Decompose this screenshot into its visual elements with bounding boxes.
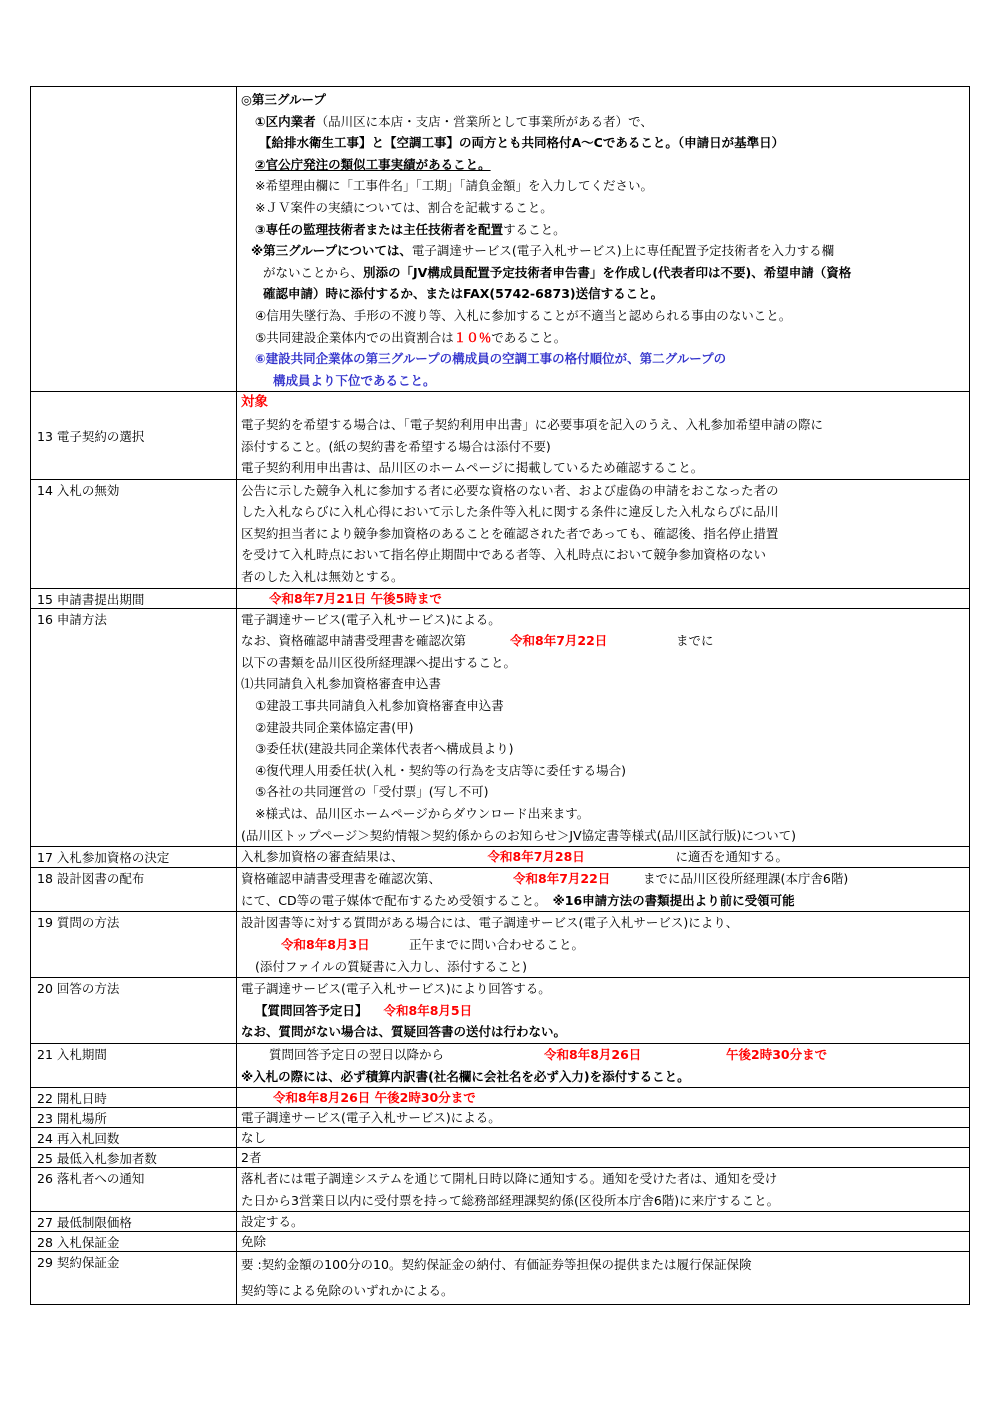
text-line: 【質問回答予定日】 令和8年8月5日 bbox=[255, 1002, 473, 1018]
text-line: 設計図書等に対する質問がある場合には、電子調達サービス(電子入札サービス)により、 bbox=[241, 915, 739, 931]
text-line: 電子調達サービス(電子入札サービス)による。 bbox=[241, 1110, 501, 1126]
group3-content bbox=[237, 87, 970, 392]
text-line: ③委任状(建設共同企業体代表者へ構成員より) bbox=[255, 741, 514, 757]
group3-line: ②官公庁発注の類似工事実績があること。 bbox=[255, 156, 491, 172]
row-label: 27 最低制限価格 bbox=[31, 1212, 237, 1232]
row-content bbox=[237, 912, 970, 978]
target-label: 対象 bbox=[241, 394, 268, 411]
table-row bbox=[31, 479, 970, 588]
row-content bbox=[237, 1148, 970, 1168]
table-row bbox=[31, 608, 970, 847]
group3-line: ※ＪＶ案件の実績については、割合を記載すること。 bbox=[255, 199, 553, 215]
row-label: 28 入札保証金 bbox=[31, 1232, 237, 1252]
row-content bbox=[237, 1168, 970, 1212]
row-content bbox=[237, 1252, 970, 1305]
text-line: 添付すること。(紙の契約書を希望する場合は添付不要) bbox=[241, 438, 551, 454]
text-line: 令和8年8月3日 正午までに問い合わせること。 bbox=[281, 936, 585, 952]
text-line: 落札者には電子調達システムを通じて開札日時以降に通知する。通知を受けた者は、通知を受け bbox=[241, 1171, 778, 1187]
text-line: 2者 bbox=[241, 1150, 262, 1166]
group3-line: 【給排水衛生工事】と【空調工事】の両方とも共同格付A～Cであること。（申請日が基準日） bbox=[259, 135, 785, 151]
text-line: ※入札の際には、必ず積算内訳書(社名欄に会社名を必ず入力)を添付すること。 bbox=[241, 1068, 690, 1084]
text-line: 資格確認申請書受理書を確認次第、 令和8年7月22日 までに品川区役所経理課(本庁舎6階) bbox=[241, 871, 849, 887]
open-date-text: 令和8年8月26日 午後2時30分まで bbox=[273, 1090, 476, 1106]
row-content bbox=[237, 1128, 970, 1148]
row-label: 13 電子契約の選択 bbox=[31, 392, 237, 479]
text-line: 者のした入札は無効とする。 bbox=[241, 569, 404, 585]
group3-line: ⑥建設共同企業体の第三グループの構成員の空調工事の格付順位が、第二グループの bbox=[255, 351, 727, 367]
row-content bbox=[237, 392, 970, 479]
text-line: 電子調達サービス(電子入札サービス)による。 bbox=[241, 611, 501, 627]
table-row bbox=[31, 847, 970, 868]
table-row bbox=[31, 1252, 970, 1305]
text-line: ※様式は、品川区ホームページからダウンロード出来ます。 bbox=[255, 806, 590, 821]
row-content bbox=[237, 1212, 970, 1232]
row-content bbox=[237, 978, 970, 1044]
row-content bbox=[237, 1108, 970, 1128]
row-content bbox=[237, 608, 970, 847]
text-line: 入札参加資格の審査結果は、 令和8年7月28日 に適否を通知する。 bbox=[241, 849, 789, 865]
table-row bbox=[31, 1168, 970, 1212]
text-line: (品川区トップページ＞契約情報＞契約係からのお知らせ＞JV協定書等様式(品川区試行版)について) bbox=[241, 827, 796, 843]
row-content bbox=[237, 1088, 970, 1108]
text-line: ⑤各社の共同運営の「受付票」(写し不可) bbox=[255, 784, 489, 800]
table-row bbox=[31, 1108, 970, 1128]
text-line: ④復代理人用委任状(入札・契約等の行為を支店等に委任する場合) bbox=[255, 762, 626, 778]
text-line: (添付ファイルの質疑書に入力し、添付すること) bbox=[255, 958, 528, 974]
row-label: 24 再入札回数 bbox=[31, 1128, 237, 1148]
document-table bbox=[30, 86, 970, 1305]
row-content bbox=[237, 868, 970, 912]
text-line: ①建設工事共同請負入札参加資格審査申込書 bbox=[255, 698, 504, 714]
text-line: 免除 bbox=[241, 1234, 267, 1250]
group3-title: ◎第三グループ bbox=[241, 92, 326, 107]
row-label-empty bbox=[31, 87, 237, 392]
table-row bbox=[31, 868, 970, 912]
row-label: 22 開札日時 bbox=[31, 1088, 237, 1108]
group3-line: 構成員より下位であること。 bbox=[273, 372, 436, 388]
text-line: た日から3営業日以内に受付票を持って総務部経理課契約係(区役所本庁舎6階)に来庁すること。 bbox=[241, 1192, 780, 1208]
text-line: 設定する。 bbox=[241, 1214, 304, 1230]
deadline-text: 令和8年7月21日 午後5時まで bbox=[269, 590, 442, 606]
table-row bbox=[31, 87, 970, 392]
text-line: 電子契約を希望する場合は、「電子契約利用申出書」に必要事項を記入のうえ、入札参加希望申請の際に bbox=[241, 416, 824, 432]
text-line: にて、CD等の電子媒体で配布するため受領すること。 ※16申請方法の書類提出より前に受領可能 bbox=[241, 892, 795, 908]
table-row bbox=[31, 1148, 970, 1168]
text-line: 公告に示した競争入札に参加する者に必要な資格のない者、および虚偽の申請をおこなった者の bbox=[241, 482, 779, 498]
table-row bbox=[31, 912, 970, 978]
row-label: 14 入札の無効 bbox=[31, 479, 237, 588]
table-row bbox=[31, 392, 970, 479]
text-line: 契約等による免除のいずれかによる。 bbox=[241, 1283, 454, 1299]
text-line: を受けて入札時点において指名停止期間中である者等、入札時点において競争参加資格のない bbox=[241, 547, 767, 563]
text-line: 要 :契約金額の100分の10。契約保証金の納付、有価証券等担保の提供または履行保証保険 bbox=[241, 1257, 752, 1273]
text-line: した入札ならびに入札心得において示した条件等入札に関する条件に違反した入札ならびに品川 bbox=[241, 504, 779, 520]
text-line: なお、資格確認申請書受理書を確認次第 令和8年7月22日 までに bbox=[241, 633, 714, 649]
group3-line: がないことから、別添の「JV構成員配置予定技術者申告書」を作成し(代表者印は不要)、希望申請（資格 bbox=[263, 264, 852, 280]
row-label: 29 契約保証金 bbox=[31, 1252, 237, 1305]
text-line: 区契約担当者により競争参加資格のあることを確認された者であっても、確認後、指名停止措置 bbox=[241, 525, 779, 541]
group3-line: ⑤共同建設企業体内での出資割合は１０％であること。 bbox=[255, 329, 567, 345]
row-content bbox=[237, 1043, 970, 1087]
group3-line: ※第三グループについては、電子調達サービス(電子入札サービス)上に専任配置予定技術者を入力する欄 bbox=[251, 243, 835, 259]
group3-line: ③専任の監理技術者または主任技術者を配置すること。 bbox=[255, 221, 566, 237]
table-row bbox=[31, 1128, 970, 1148]
table-row bbox=[31, 978, 970, 1044]
text-line: 電子調達サービス(電子入札サービス)により回答する。 bbox=[241, 981, 551, 997]
row-label: 15 申請書提出期間 bbox=[31, 588, 237, 608]
row-label: 25 最低入札参加者数 bbox=[31, 1148, 237, 1168]
row-label: 21 入札期間 bbox=[31, 1043, 237, 1087]
row-content bbox=[237, 1232, 970, 1252]
group3-line: ※希望理由欄に「工事件名」「工期」「請負金額」を入力してください。 bbox=[255, 178, 653, 194]
table-row bbox=[31, 1212, 970, 1232]
group3-line: ④信用失墜行為、手形の不渡り等、入札に参加することが不適当と認められる事由のないこと。 bbox=[255, 307, 792, 323]
text-line: 以下の書類を品川区役所経理課へ提出すること。 bbox=[241, 654, 517, 670]
row-label: 19 質問の方法 bbox=[31, 912, 237, 978]
group3-line: ①区内業者（品川区に本店・支店・営業所として事業所がある者）で、 bbox=[255, 113, 653, 129]
row-content bbox=[237, 479, 970, 588]
text-line: なし bbox=[241, 1130, 267, 1146]
text-line: 質問回答予定日の翌日以降から 令和8年8月26日 午後2時30分まで bbox=[269, 1046, 828, 1062]
row-label: 26 落札者への通知 bbox=[31, 1168, 237, 1212]
row-label: 18 設計図書の配布 bbox=[31, 868, 237, 912]
text-line: ②建設共同企業体協定書(甲) bbox=[255, 719, 414, 735]
row-label: 17 入札参加資格の決定 bbox=[31, 847, 237, 868]
table-row bbox=[31, 1088, 970, 1108]
table-row bbox=[31, 588, 970, 608]
text-line: なお、質問がない場合は、質疑回答書の送付は行わない。 bbox=[241, 1024, 567, 1040]
text-line: ⑴共同請負入札参加資格審査申込書 bbox=[241, 676, 442, 692]
text-line: 電子契約利用申出書は、品川区のホームページに掲載しているため確認すること。 bbox=[241, 460, 704, 476]
row-label: 23 開札場所 bbox=[31, 1108, 237, 1128]
row-label: 20 回答の方法 bbox=[31, 978, 237, 1044]
table-row bbox=[31, 1232, 970, 1252]
table-row bbox=[31, 1043, 970, 1087]
row-content bbox=[237, 588, 970, 608]
group3-line: 確認申請）時に添付するか、またはFAX(5742-6873)送信すること。 bbox=[263, 286, 664, 302]
row-label: 16 申請方法 bbox=[31, 608, 237, 847]
row-content bbox=[237, 847, 970, 868]
